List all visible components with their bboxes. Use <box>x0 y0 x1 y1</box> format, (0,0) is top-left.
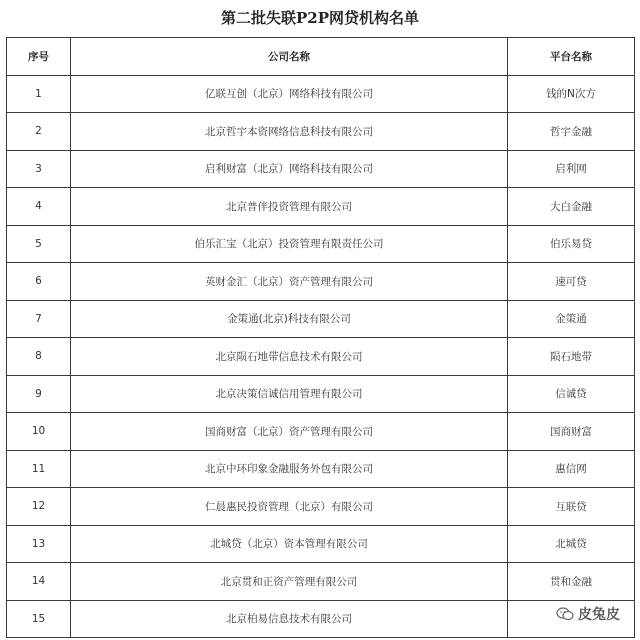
row-no: 13 <box>7 525 71 563</box>
row-company: 北京普伴投资管理有限公司 <box>71 188 508 226</box>
table-row <box>7 450 635 488</box>
page-title: 第二批失联P2P网贷机构名单 <box>221 9 419 27</box>
row-no: 7 <box>7 300 71 338</box>
table-header-row <box>7 38 635 76</box>
row-platform: 钱的N次方 <box>508 75 635 113</box>
header-company: 公司名称 <box>71 38 508 76</box>
table-row <box>7 338 635 376</box>
institution-table <box>6 37 635 638</box>
row-platform: 陨石地带 <box>508 338 635 376</box>
row-no: 5 <box>7 225 71 263</box>
table-row <box>7 75 635 113</box>
row-platform: 金策通 <box>508 300 635 338</box>
table-row <box>7 413 635 451</box>
table-row <box>7 600 635 638</box>
table-row <box>7 300 635 338</box>
row-company: 北京中环印象金融服务外包有限公司 <box>71 450 508 488</box>
watermark <box>554 604 622 624</box>
row-no: 2 <box>7 113 71 151</box>
row-platform: 互联贷 <box>508 488 635 526</box>
row-no: 12 <box>7 488 71 526</box>
row-company: 英财金汇（北京）资产管理有限公司 <box>71 263 508 301</box>
row-platform: 惠信网 <box>508 450 635 488</box>
row-company: 金策通(北京)科技有限公司 <box>71 300 508 338</box>
table-row <box>7 375 635 413</box>
header-no: 序号 <box>7 38 71 76</box>
row-no: 6 <box>7 263 71 301</box>
row-platform: 伯乐易贷 <box>508 225 635 263</box>
wechat-icon <box>556 607 574 621</box>
row-no: 15 <box>7 600 71 638</box>
row-no: 11 <box>7 450 71 488</box>
table-row <box>7 488 635 526</box>
table-row <box>7 225 635 263</box>
row-company: 北京陨石地带信息技术有限公司 <box>71 338 508 376</box>
row-no: 10 <box>7 413 71 451</box>
row-no: 1 <box>7 75 71 113</box>
row-platform: 速可贷 <box>508 263 635 301</box>
row-no: 4 <box>7 188 71 226</box>
row-platform: 启利网 <box>508 150 635 188</box>
row-platform: 贯和金融 <box>508 563 635 601</box>
row-no: 14 <box>7 563 71 601</box>
row-platform: 北城贷 <box>508 525 635 563</box>
row-company: 北城贷（北京）资本管理有限公司 <box>71 525 508 563</box>
table-row <box>7 525 635 563</box>
row-platform: 国商财富 <box>508 413 635 451</box>
row-company: 北京哲宇本资网络信息科技有限公司 <box>71 113 508 151</box>
header-platform: 平台名称 <box>508 38 635 76</box>
row-company: 仁晨惠民投资管理（北京）有限公司 <box>71 488 508 526</box>
row-company: 北京柏易信息技术有限公司 <box>71 600 508 638</box>
row-company: 北京决策信诚信用管理有限公司 <box>71 375 508 413</box>
row-company: 国商财富（北京）资产管理有限公司 <box>71 413 508 451</box>
table-row <box>7 188 635 226</box>
table-row <box>7 113 635 151</box>
row-no: 9 <box>7 375 71 413</box>
row-company: 启利财富（北京）网络科技有限公司 <box>71 150 508 188</box>
row-company: 亿联互创（北京）网络科技有限公司 <box>71 75 508 113</box>
row-company: 北京贯和正资产管理有限公司 <box>71 563 508 601</box>
watermark-text: 皮兔皮 <box>578 607 620 623</box>
table-row <box>7 263 635 301</box>
table-row <box>7 150 635 188</box>
row-no: 3 <box>7 150 71 188</box>
row-platform: 大白金融 <box>508 188 635 226</box>
row-platform: 信诚贷 <box>508 375 635 413</box>
row-platform: 哲宇金融 <box>508 113 635 151</box>
row-no: 8 <box>7 338 71 376</box>
row-company: 伯乐汇宝（北京）投资管理有限责任公司 <box>71 225 508 263</box>
table-row <box>7 563 635 601</box>
